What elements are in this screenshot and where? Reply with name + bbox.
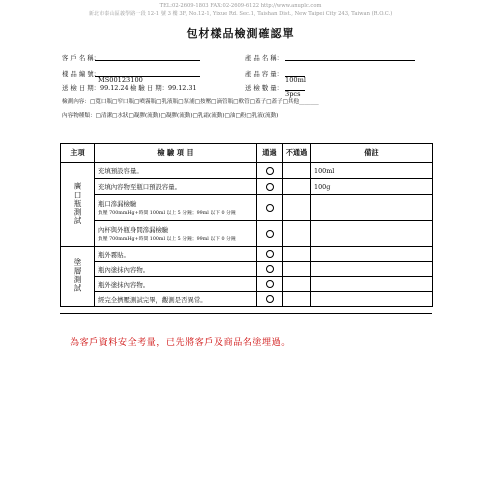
table-row: [61, 221, 433, 247]
fail-cell: [283, 262, 311, 277]
check-date: 檢 驗 日 期：99.12.31: [130, 84, 197, 92]
product-name-field: [285, 52, 415, 61]
customer-name-label: 客 戶 名 稱：: [62, 54, 101, 62]
quantity-label: 送 檢 數 量：: [245, 84, 284, 92]
remark-cell: [311, 247, 433, 262]
table-row: [61, 277, 433, 292]
item-cell: 經完全擠壓測試完畢，觀測是否異常。: [95, 292, 257, 307]
col-remark: 備註: [311, 144, 433, 163]
col-category: 主項: [61, 144, 95, 163]
container-type-options: 檢測內容：□寬口瓶□窄口瓶□噴霧瓶□乳液瓶□泵浦□按壓□滴管瓶□軟管□蓋子□蓋子□其他_______: [62, 99, 319, 105]
privacy-notice: 為客戶資料安全考量，已先將客戶及商品名塗埋過。: [70, 338, 291, 348]
table-row: [61, 292, 433, 307]
fail-cell: [283, 221, 311, 247]
table-header-row: [61, 144, 433, 163]
sample-no-label: 樣 品 編 號：: [62, 70, 101, 78]
pass-cell: [257, 292, 283, 307]
capacity-field: 100ml: [285, 67, 305, 77]
category-cell: 塗層測試: [61, 247, 95, 307]
pass-cell: [257, 262, 283, 277]
table-row: [61, 262, 433, 277]
pass-cell: [257, 195, 283, 221]
circle-mark-icon: [266, 280, 274, 288]
fail-cell: [283, 195, 311, 221]
col-fail: 不通過: [283, 144, 311, 163]
page-title: 包材樣品檢測確認單: [186, 27, 295, 40]
remark-cell: 100ml: [311, 163, 433, 179]
item-cell: 瓶口滲漏檢驗 負壓 700mmHg+時間 100ml 以上 5 分鐘；99ml 以下 0 分鐘: [95, 195, 257, 221]
sample-no-field: MS00123100: [95, 67, 200, 77]
fail-cell: [283, 247, 311, 262]
remark-cell: [311, 277, 433, 292]
circle-mark-icon: [266, 250, 274, 258]
item-cell: 瓶外霧貼。: [95, 247, 257, 262]
category-cell: 廣口瓶測試: [61, 163, 95, 247]
table-row: [61, 195, 433, 221]
col-item: 檢 驗 項 目: [95, 144, 257, 163]
fail-cell: [283, 163, 311, 179]
circle-mark-icon: [266, 295, 274, 303]
col-pass: 通過: [257, 144, 283, 163]
item-cell: 瓶內塗抹內容物。: [95, 262, 257, 277]
capacity-label: 產 品 容 量：: [245, 70, 284, 78]
company-contact-line: TEL:02-2609-1803 FAX:02-2609-6122 http://www.anuplc.com: [159, 3, 322, 9]
table-cut-line: [60, 313, 432, 314]
pass-cell: [257, 163, 283, 179]
send-date: 送 檢 日 期：99.12.24: [62, 84, 129, 92]
content-type-options: 內容物種類：□清潔□水狀□凝膠(流動)□凝膠(流動)□乳霜(流動)□油□粉□乳液(流動): [62, 113, 279, 119]
circle-mark-icon: [266, 204, 274, 212]
remark-cell: 100g: [311, 179, 433, 195]
pass-cell: [257, 221, 283, 247]
fail-cell: [283, 179, 311, 195]
circle-mark-icon: [266, 167, 274, 175]
pass-cell: [257, 179, 283, 195]
inspection-table: [60, 143, 433, 307]
pass-cell: [257, 277, 283, 292]
fail-cell: [283, 277, 311, 292]
fail-cell: [283, 292, 311, 307]
company-address-line: 新北市泰山區義學路一段 12-1 號 3 樓 3F, No.12-1, Yixue Rd. Sec.1, Taishan Dist., New Taipei City 243, Taiwan (R.O.C.): [88, 11, 393, 17]
item-cell: 充填內容物至瓶口預設容量。: [95, 179, 257, 195]
remark-cell: [311, 195, 433, 221]
quantity-field: 3pcs: [285, 81, 305, 91]
item-cell: 充填預設容量。: [95, 163, 257, 179]
pass-cell: [257, 247, 283, 262]
table-row: [61, 163, 433, 179]
circle-mark-icon: [266, 230, 274, 238]
product-name-label: 產 品 名 稱：: [245, 54, 284, 62]
circle-mark-icon: [266, 183, 274, 191]
circle-mark-icon: [266, 265, 274, 273]
customer-name-field: [95, 52, 200, 61]
remark-cell: [311, 292, 433, 307]
remark-cell: [311, 262, 433, 277]
item-cell: 內杯與外瓶身間滲漏檢驗 負壓 700mmHg+時間 100ml 以上 5 分鐘；99ml 以下 0 分鐘: [95, 221, 257, 247]
table-row: [61, 247, 433, 262]
remark-cell: [311, 221, 433, 247]
table-row: [61, 179, 433, 195]
item-cell: 瓶外塗抹內容物。: [95, 277, 257, 292]
